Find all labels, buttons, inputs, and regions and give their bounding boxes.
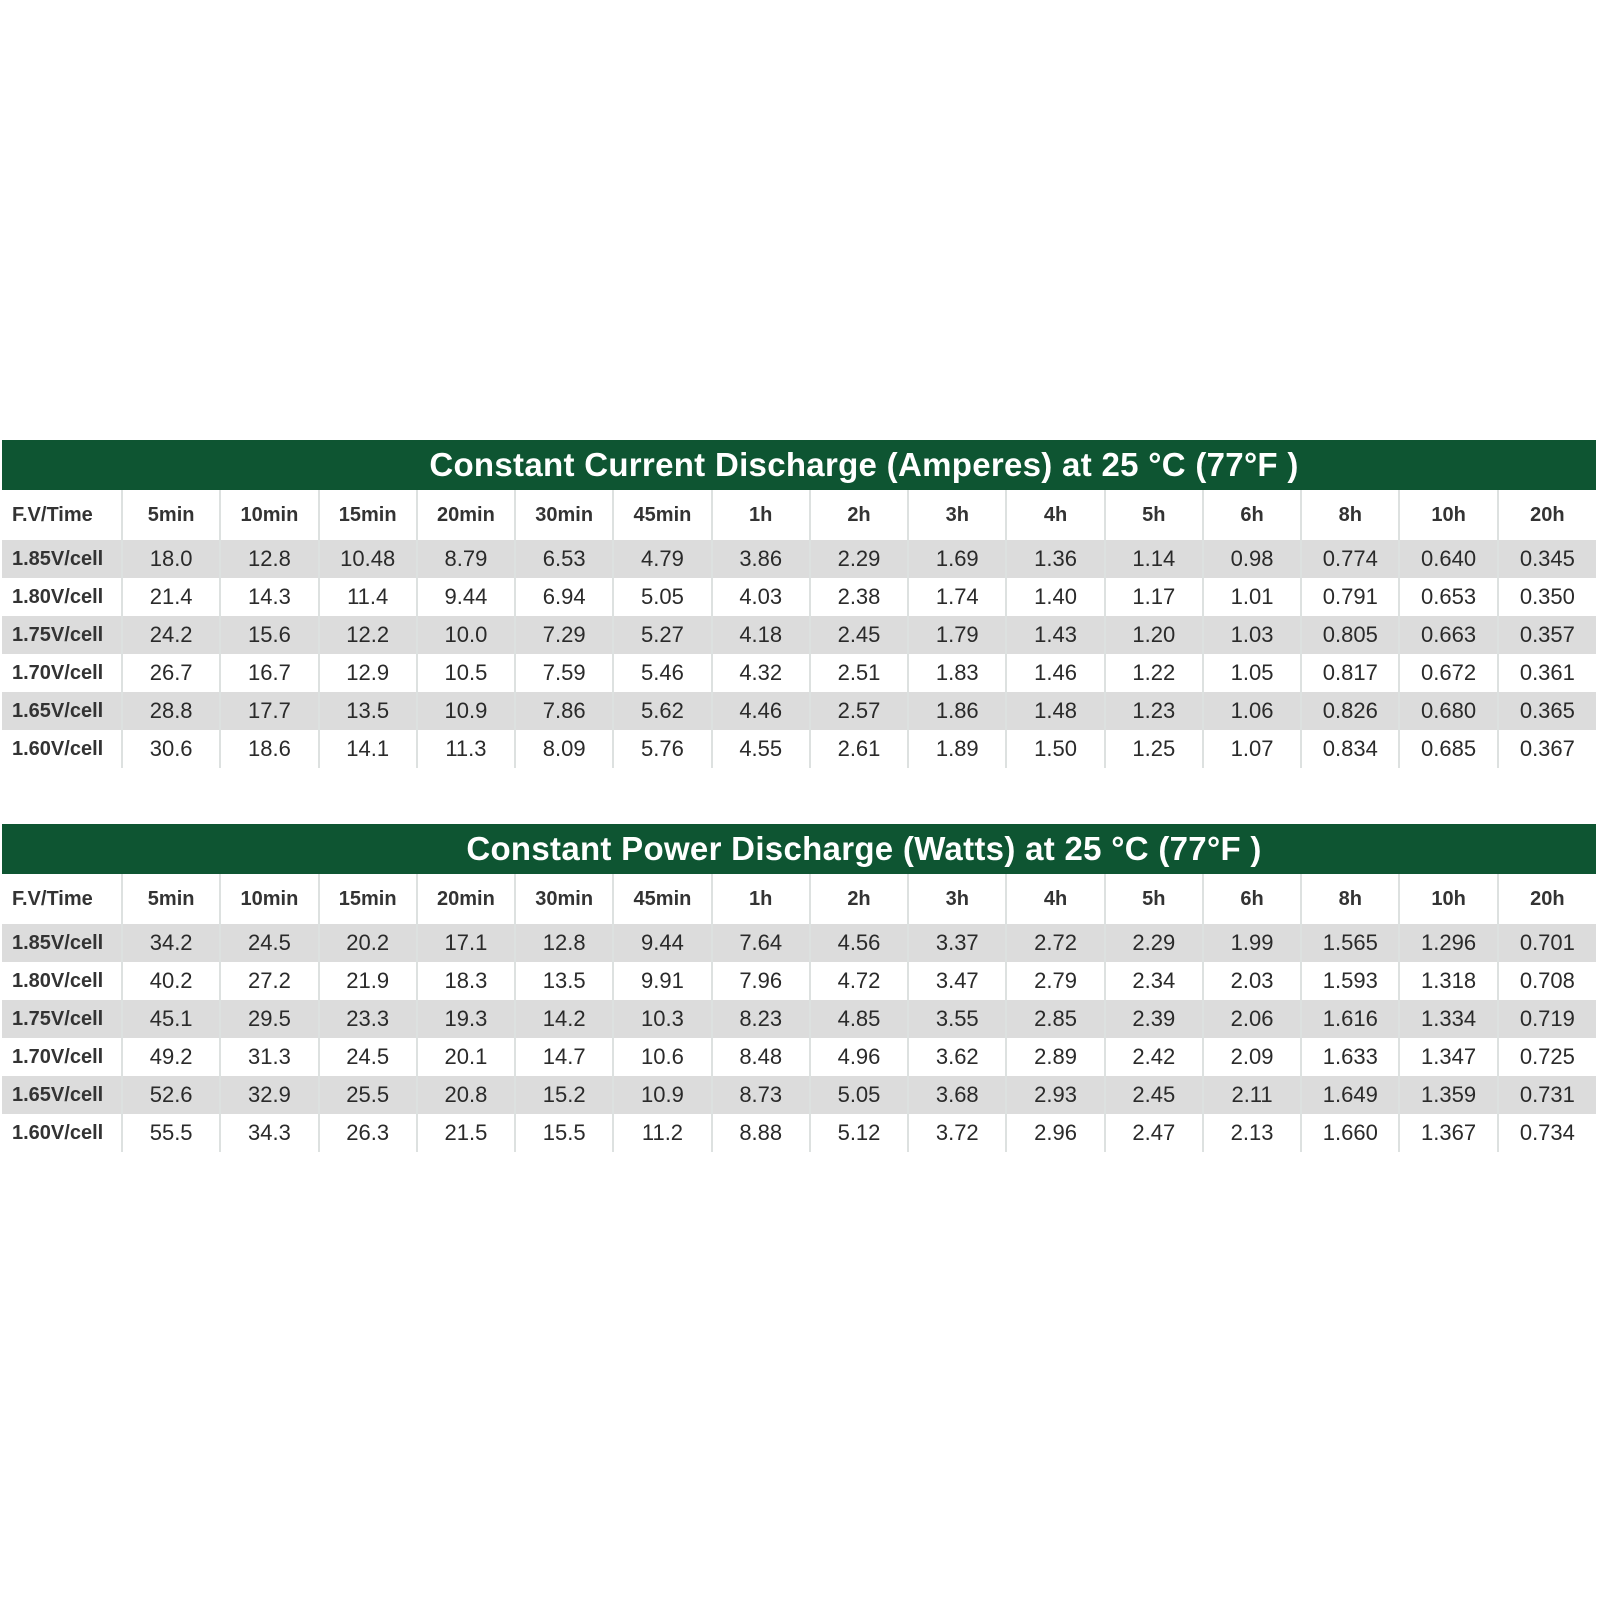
table-cell: 0.708 [1498,962,1596,1000]
table-cell: 2.51 [810,654,908,692]
table-cell: 2.72 [1006,924,1104,962]
table-cell: 1.06 [1203,692,1301,730]
table-cell: 1.565 [1301,924,1399,962]
table-cell: 5.05 [613,578,711,616]
column-header: 4h [1006,490,1104,540]
row-label: 1.75V/cell [2,1000,122,1038]
table-cell: 1.347 [1399,1038,1497,1076]
table-cell: 26.7 [122,654,220,692]
table-row [2,924,1596,962]
table-cell: 7.29 [515,616,613,654]
column-header: 15min [319,490,417,540]
table-cell: 1.07 [1203,730,1301,768]
table-cell: 14.2 [515,1000,613,1038]
table-cell: 10.0 [417,616,515,654]
table-cell: 2.57 [810,692,908,730]
table-cell: 52.6 [122,1076,220,1114]
table-cell: 1.334 [1399,1000,1497,1038]
table-cell: 12.9 [319,654,417,692]
table-cell: 11.4 [319,578,417,616]
table-cell: 40.2 [122,962,220,1000]
table-cell: 1.05 [1203,654,1301,692]
table-cell: 7.64 [712,924,810,962]
table-cell: 9.44 [417,578,515,616]
table-cell: 0.345 [1498,540,1596,578]
table-row [2,654,1596,692]
table-cell: 0.826 [1301,692,1399,730]
table-cell: 2.47 [1105,1114,1203,1152]
table-cell: 4.72 [810,962,908,1000]
column-header: 1h [712,874,810,924]
column-header: 6h [1203,874,1301,924]
table-cell: 1.83 [908,654,1006,692]
table-cell: 26.3 [319,1114,417,1152]
table-cell: 0.365 [1498,692,1596,730]
table-cell: 2.45 [1105,1076,1203,1114]
table-cell: 1.01 [1203,578,1301,616]
table-cell: 2.11 [1203,1076,1301,1114]
table-cell: 1.649 [1301,1076,1399,1114]
column-header: 10h [1399,874,1497,924]
table-cell: 2.39 [1105,1000,1203,1038]
table-cell: 9.44 [613,924,711,962]
table-cell: 28.8 [122,692,220,730]
column-header: 3h [908,490,1006,540]
table-cell: 0.725 [1498,1038,1596,1076]
table-cell: 12.8 [515,924,613,962]
table-cell: 7.59 [515,654,613,692]
table-cell: 1.17 [1105,578,1203,616]
table-cell: 11.2 [613,1114,711,1152]
table-cell: 1.89 [908,730,1006,768]
table-cell: 16.7 [220,654,318,692]
table-cell: 17.7 [220,692,318,730]
table-cell: 5.46 [613,654,711,692]
table-cell: 4.32 [712,654,810,692]
table-cell: 2.03 [1203,962,1301,1000]
column-header: 20min [417,874,515,924]
table-cell: 15.6 [220,616,318,654]
table-cell: 18.3 [417,962,515,1000]
table-cell: 27.2 [220,962,318,1000]
table-cell: 1.36 [1006,540,1104,578]
table-cell: 8.48 [712,1038,810,1076]
table-cell: 4.79 [613,540,711,578]
table-cell: 30.6 [122,730,220,768]
table-cell: 4.85 [810,1000,908,1038]
table-cell: 0.719 [1498,1000,1596,1038]
table-cell: 4.56 [810,924,908,962]
table-cell: 1.03 [1203,616,1301,654]
corner-label: F.V/Time [2,874,122,924]
table-cell: 21.5 [417,1114,515,1152]
table-cell: 17.1 [417,924,515,962]
table-cell: 0.805 [1301,616,1399,654]
table-cell: 15.2 [515,1076,613,1114]
table-cell: 2.61 [810,730,908,768]
table-cell: 10.9 [613,1076,711,1114]
table-cell: 20.1 [417,1038,515,1076]
row-label: 1.80V/cell [2,962,122,1000]
table-row [2,692,1596,730]
table-cell: 4.96 [810,1038,908,1076]
column-header: 2h [810,874,908,924]
table-cell: 0.653 [1399,578,1497,616]
table-row [2,616,1596,654]
row-label: 1.80V/cell [2,578,122,616]
table-cell: 0.663 [1399,616,1497,654]
table-cell: 0.672 [1399,654,1497,692]
table-cell: 2.45 [810,616,908,654]
table-cell: 10.3 [613,1000,711,1038]
column-header: 20h [1498,490,1596,540]
table-cell: 3.72 [908,1114,1006,1152]
table-cell: 8.09 [515,730,613,768]
table-cell: 3.68 [908,1076,1006,1114]
table-cell: 15.5 [515,1114,613,1152]
power-discharge-title: Constant Power Discharge (Watts) at 25 °C (77°F ) [2,824,1596,874]
table-cell: 1.48 [1006,692,1104,730]
table-cell: 34.2 [122,924,220,962]
table-cell: 5.76 [613,730,711,768]
row-label: 1.60V/cell [2,1114,122,1152]
table-cell: 3.37 [908,924,1006,962]
table-cell: 1.359 [1399,1076,1497,1114]
table-cell: 0.640 [1399,540,1497,578]
table-cell: 1.616 [1301,1000,1399,1038]
table-cell: 1.318 [1399,962,1497,1000]
table-cell: 1.86 [908,692,1006,730]
column-header: 20h [1498,874,1596,924]
table-cell: 3.62 [908,1038,1006,1076]
column-header: 30min [515,490,613,540]
row-label: 1.75V/cell [2,616,122,654]
table-cell: 32.9 [220,1076,318,1114]
column-header: 10h [1399,490,1497,540]
table-cell: 24.5 [220,924,318,962]
table-cell: 12.2 [319,616,417,654]
table-cell: 23.3 [319,1000,417,1038]
table-cell: 19.3 [417,1000,515,1038]
table-cell: 7.86 [515,692,613,730]
table-cell: 0.685 [1399,730,1497,768]
table-cell: 0.357 [1498,616,1596,654]
table-cell: 0.834 [1301,730,1399,768]
table-cell: 2.85 [1006,1000,1104,1038]
table-cell: 10.6 [613,1038,711,1076]
table-cell: 0.774 [1301,540,1399,578]
table-cell: 1.296 [1399,924,1497,962]
table-cell: 12.8 [220,540,318,578]
column-header: 10min [220,874,318,924]
table-cell: 1.46 [1006,654,1104,692]
power-discharge-table [2,874,1596,1152]
table-cell: 8.79 [417,540,515,578]
column-header: 5min [122,874,220,924]
column-header: 3h [908,874,1006,924]
table-cell: 20.8 [417,1076,515,1114]
table-cell: 1.23 [1105,692,1203,730]
current-discharge-title: Constant Current Discharge (Amperes) at 25 °C (77°F ) [2,440,1596,490]
table-cell: 3.55 [908,1000,1006,1038]
table-cell: 5.27 [613,616,711,654]
column-header: 8h [1301,874,1399,924]
table-cell: 0.350 [1498,578,1596,616]
corner-label: F.V/Time [2,490,122,540]
table-cell: 45.1 [122,1000,220,1038]
table-cell: 14.3 [220,578,318,616]
table-cell: 1.660 [1301,1114,1399,1152]
table-cell: 10.48 [319,540,417,578]
table-cell: 2.06 [1203,1000,1301,1038]
table-cell: 2.38 [810,578,908,616]
table-cell: 5.12 [810,1114,908,1152]
table-cell: 8.23 [712,1000,810,1038]
table-cell: 4.18 [712,616,810,654]
current-discharge-table-block [2,440,1596,768]
table-cell: 13.5 [319,692,417,730]
table-cell: 14.1 [319,730,417,768]
table-row [2,540,1596,578]
table-cell: 2.34 [1105,962,1203,1000]
table-cell: 49.2 [122,1038,220,1076]
row-label: 1.70V/cell [2,654,122,692]
table-row [2,1038,1596,1076]
table-cell: 0.791 [1301,578,1399,616]
column-header: 1h [712,490,810,540]
table-cell: 34.3 [220,1114,318,1152]
column-header: 45min [613,874,711,924]
table-cell: 1.25 [1105,730,1203,768]
table-cell: 2.89 [1006,1038,1104,1076]
table-row [2,962,1596,1000]
column-header: 15min [319,874,417,924]
column-header: 45min [613,490,711,540]
table-cell: 4.46 [712,692,810,730]
table-cell: 1.43 [1006,616,1104,654]
row-label: 1.60V/cell [2,730,122,768]
table-cell: 9.91 [613,962,711,1000]
table-cell: 1.74 [908,578,1006,616]
table-cell: 1.14 [1105,540,1203,578]
table-cell: 2.29 [810,540,908,578]
table-row [2,1076,1596,1114]
table-cell: 20.2 [319,924,417,962]
table-cell: 2.96 [1006,1114,1104,1152]
table-cell: 5.62 [613,692,711,730]
table-cell: 2.09 [1203,1038,1301,1076]
row-label: 1.70V/cell [2,1038,122,1076]
table-cell: 0.98 [1203,540,1301,578]
row-label: 1.85V/cell [2,924,122,962]
table-cell: 1.633 [1301,1038,1399,1076]
column-header: 30min [515,874,613,924]
table-cell: 24.5 [319,1038,417,1076]
column-header: 2h [810,490,908,540]
table-cell: 0.367 [1498,730,1596,768]
column-header: 5min [122,490,220,540]
table-cell: 29.5 [220,1000,318,1038]
table-cell: 2.79 [1006,962,1104,1000]
table-cell: 0.817 [1301,654,1399,692]
table-cell: 2.93 [1006,1076,1104,1114]
table-header-row [2,874,1596,924]
column-header: 5h [1105,490,1203,540]
table-cell: 8.73 [712,1076,810,1114]
table-row [2,730,1596,768]
column-header: 10min [220,490,318,540]
column-header: 20min [417,490,515,540]
table-cell: 10.9 [417,692,515,730]
table-cell: 0.731 [1498,1076,1596,1114]
table-cell: 6.94 [515,578,613,616]
table-cell: 21.9 [319,962,417,1000]
table-cell: 1.593 [1301,962,1399,1000]
table-row [2,1000,1596,1038]
table-cell: 0.361 [1498,654,1596,692]
table-cell: 55.5 [122,1114,220,1152]
table-cell: 1.79 [908,616,1006,654]
table-cell: 25.5 [319,1076,417,1114]
table-cell: 1.20 [1105,616,1203,654]
table-cell: 3.47 [908,962,1006,1000]
table-cell: 21.4 [122,578,220,616]
table-cell: 4.55 [712,730,810,768]
table-cell: 13.5 [515,962,613,1000]
table-cell: 24.2 [122,616,220,654]
row-label: 1.65V/cell [2,1076,122,1114]
table-cell: 4.03 [712,578,810,616]
table-cell: 1.40 [1006,578,1104,616]
table-cell: 2.29 [1105,924,1203,962]
table-cell: 2.42 [1105,1038,1203,1076]
table-cell: 7.96 [712,962,810,1000]
table-cell: 5.05 [810,1076,908,1114]
column-header: 6h [1203,490,1301,540]
current-discharge-table [2,490,1596,768]
table-cell: 0.680 [1399,692,1497,730]
table-cell: 1.99 [1203,924,1301,962]
row-label: 1.65V/cell [2,692,122,730]
column-header: 4h [1006,874,1104,924]
table-cell: 1.22 [1105,654,1203,692]
table-cell: 0.734 [1498,1114,1596,1152]
table-cell: 1.69 [908,540,1006,578]
table-cell: 11.3 [417,730,515,768]
table-row [2,1114,1596,1152]
table-row [2,578,1596,616]
table-cell: 6.53 [515,540,613,578]
power-discharge-table-block [2,824,1596,1152]
table-cell: 1.50 [1006,730,1104,768]
table-cell: 1.367 [1399,1114,1497,1152]
table-cell: 31.3 [220,1038,318,1076]
column-header: 5h [1105,874,1203,924]
column-header: 8h [1301,490,1399,540]
table-cell: 10.5 [417,654,515,692]
table-cell: 0.701 [1498,924,1596,962]
table-cell: 3.86 [712,540,810,578]
table-cell: 8.88 [712,1114,810,1152]
table-cell: 18.6 [220,730,318,768]
table-cell: 14.7 [515,1038,613,1076]
table-cell: 18.0 [122,540,220,578]
table-cell: 2.13 [1203,1114,1301,1152]
row-label: 1.85V/cell [2,540,122,578]
table-header-row [2,490,1596,540]
